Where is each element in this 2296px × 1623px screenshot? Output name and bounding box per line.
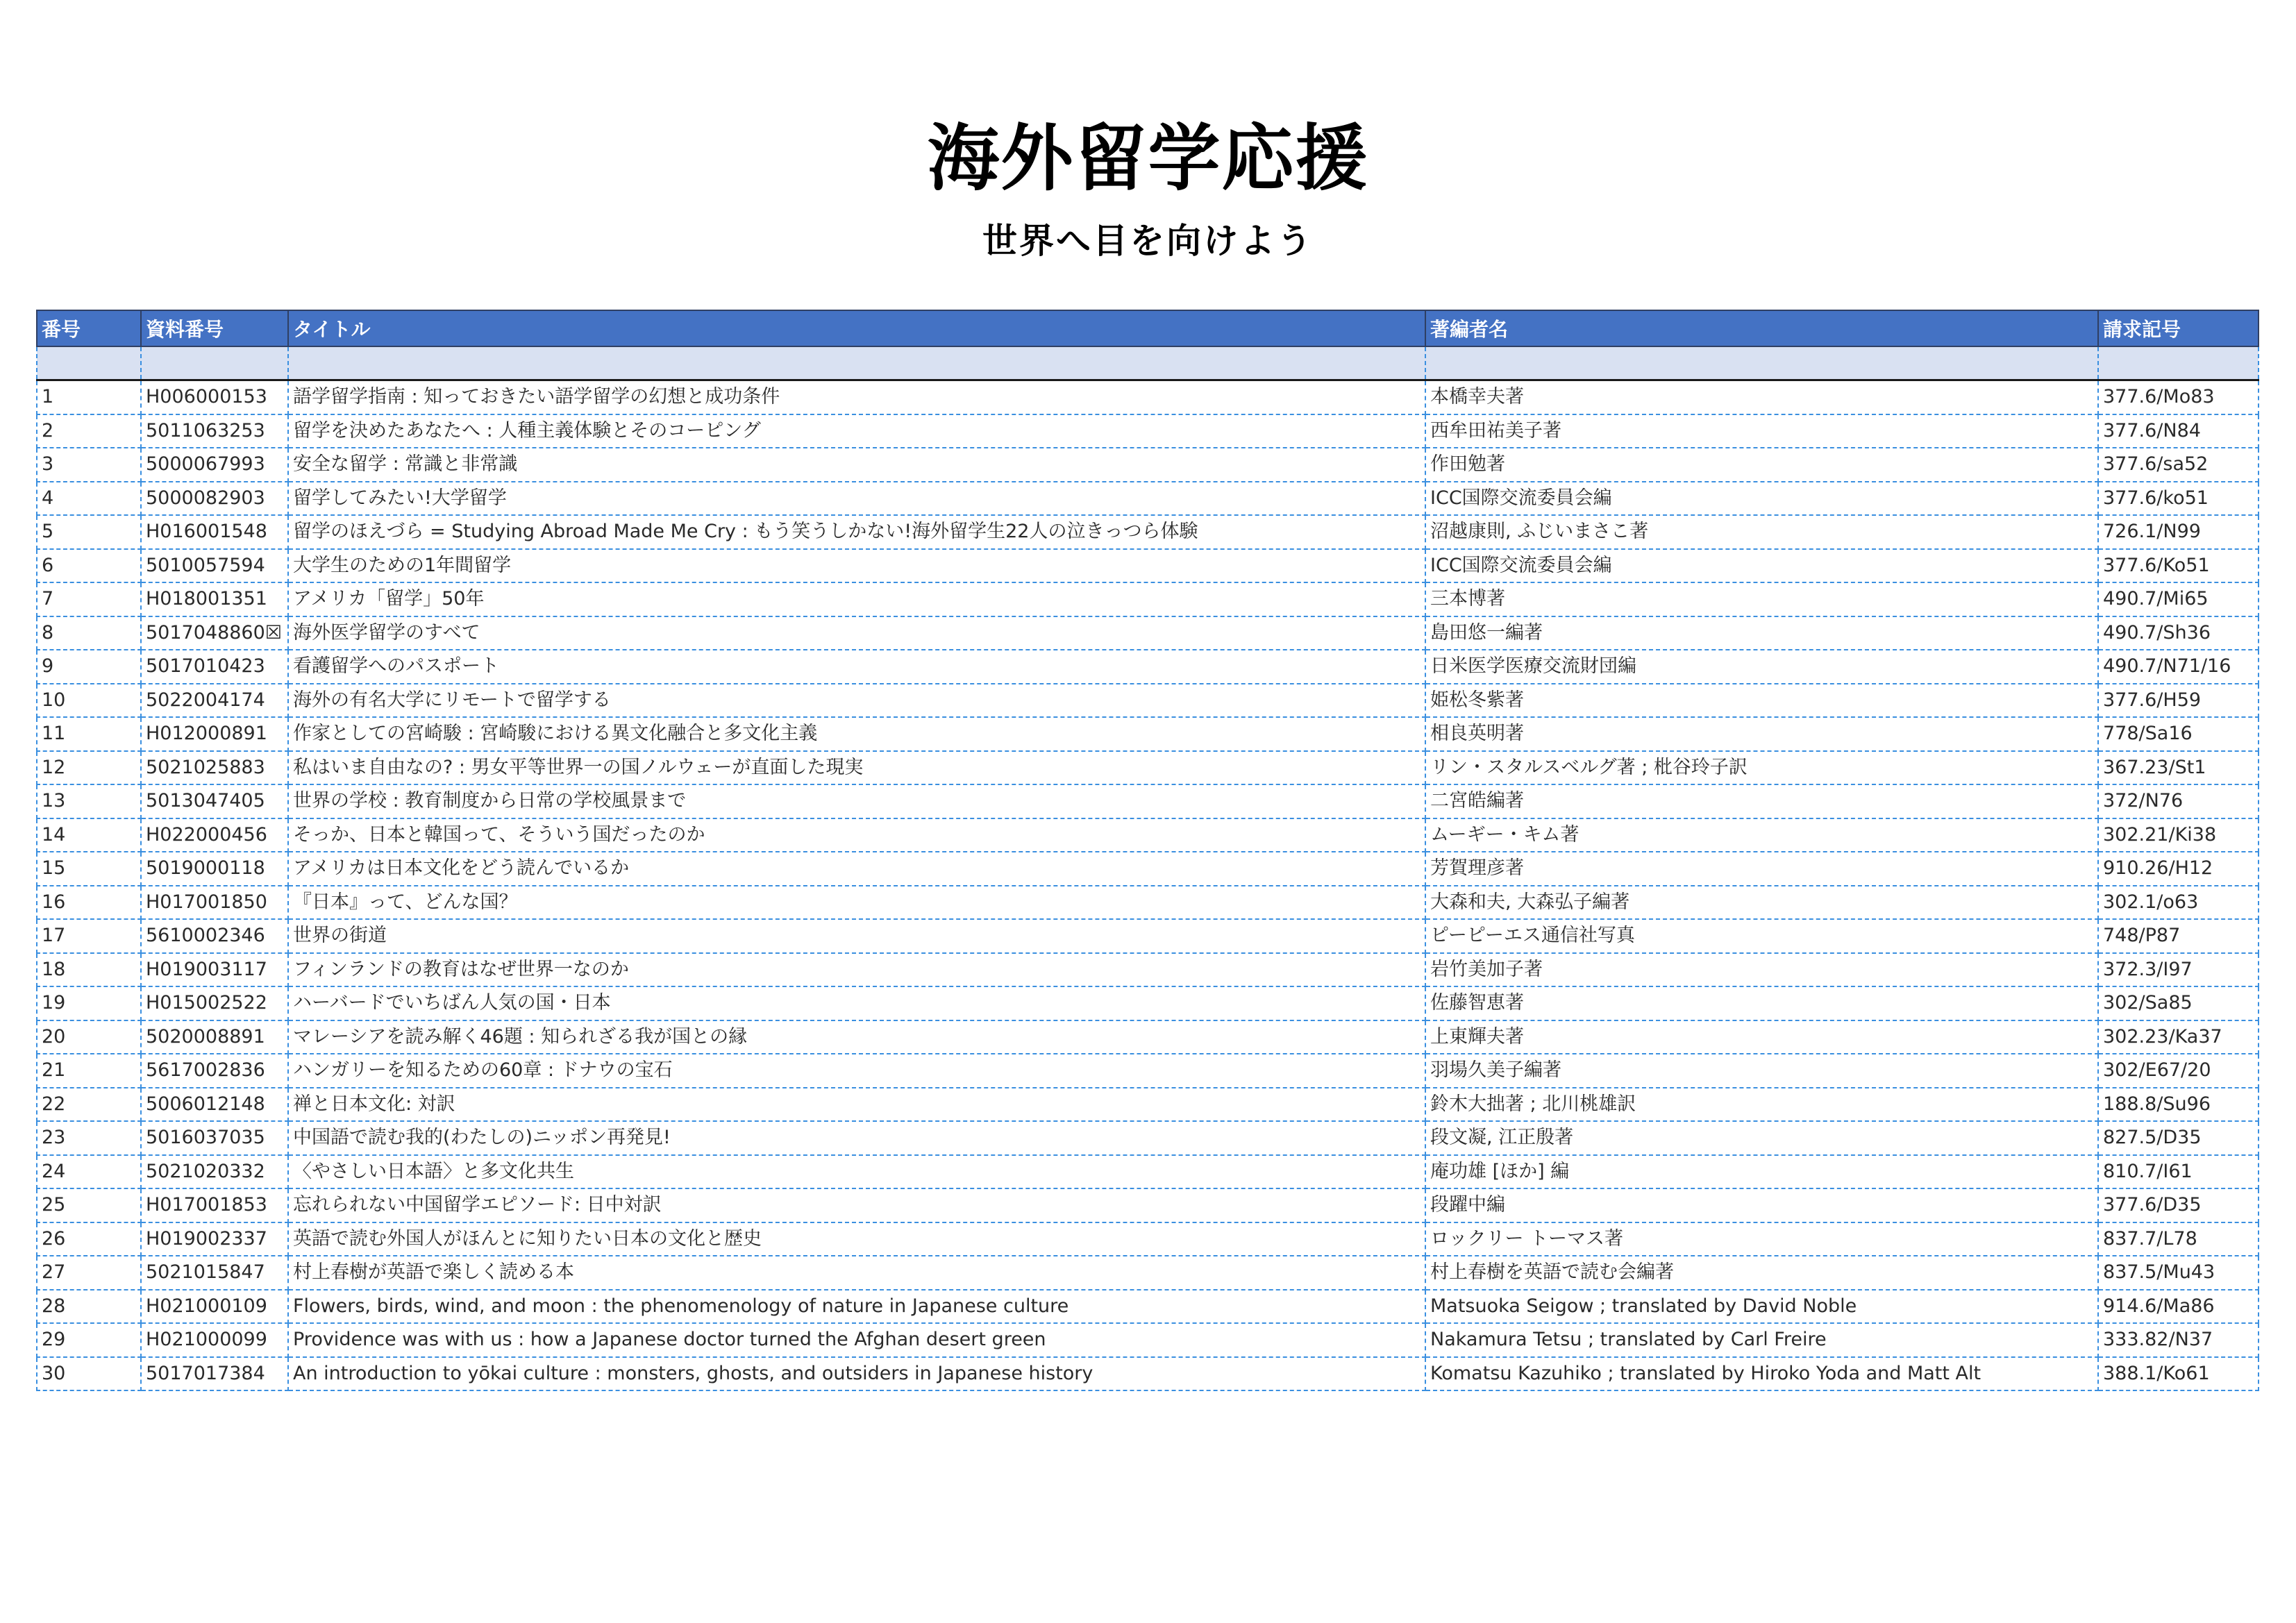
row-number-cell: 20 — [37, 1020, 141, 1054]
author-cell: Nakamura Tetsu ; translated by Carl Freire — [1425, 1323, 2098, 1357]
call-number-cell: 302/E67/20 — [2098, 1054, 2259, 1088]
filter-band-row — [37, 346, 2259, 380]
call-number-cell: 302/Sa85 — [2098, 986, 2259, 1020]
table-row — [37, 1088, 2259, 1122]
author-cell: 鈴木大拙著 ; 北川桃雄訳 — [1425, 1088, 2098, 1122]
author-cell: ICC国際交流委員会編 — [1425, 549, 2098, 583]
row-number-cell: 12 — [37, 751, 141, 785]
table-row — [37, 751, 2259, 785]
table-row — [37, 1121, 2259, 1155]
table-row — [37, 650, 2259, 684]
table-row — [37, 414, 2259, 448]
table-row — [37, 380, 2259, 414]
filter-band-cell — [288, 346, 1425, 380]
author-cell: 島田悠一編著 — [1425, 616, 2098, 650]
author-cell: ピーピーエス通信社写真 — [1425, 919, 2098, 953]
author-cell: 佐藤智恵著 — [1425, 986, 2098, 1020]
title-cell: 語学留学指南 : 知っておきたい語学留学の幻想と成功条件 — [288, 380, 1425, 414]
author-cell: 西牟田祐美子著 — [1425, 414, 2098, 448]
title-cell: 『日本』って、どんな国？ — [288, 886, 1425, 920]
author-cell: 沼越康則, ふじいまさこ著 — [1425, 515, 2098, 549]
row-number-cell: 6 — [37, 549, 141, 583]
author-cell: 本橋幸夫著 — [1425, 380, 2098, 414]
item-id-cell: H006000153 — [141, 380, 288, 414]
author-cell: 上東輝夫著 — [1425, 1020, 2098, 1054]
title-cell: 世界の街道 — [288, 919, 1425, 953]
author-cell: 二宮皓編著 — [1425, 784, 2098, 818]
table-row — [37, 784, 2259, 818]
row-number-cell: 24 — [37, 1155, 141, 1189]
table-row — [37, 886, 2259, 920]
author-cell: ロックリー トーマス著 — [1425, 1222, 2098, 1256]
title-cell: 〈やさしい日本語〉と多文化共生 — [288, 1155, 1425, 1189]
item-id-cell: 5000067993 — [141, 448, 288, 482]
table-row — [37, 1054, 2259, 1088]
table-header-row — [37, 310, 2259, 346]
table-row — [37, 1323, 2259, 1357]
author-cell: Matsuoka Seigow ; translated by David Noble — [1425, 1290, 2098, 1324]
call-number-cell: 302.23/Ka37 — [2098, 1020, 2259, 1054]
title-cell: 海外の有名大学にリモートで留学する — [288, 684, 1425, 718]
author-cell: 日米医学医療交流財団編 — [1425, 650, 2098, 684]
author-cell: 相良英明著 — [1425, 717, 2098, 751]
table-row — [37, 582, 2259, 616]
row-number-cell: 13 — [37, 784, 141, 818]
table-row — [37, 616, 2259, 650]
row-number-cell: 22 — [37, 1088, 141, 1122]
call-number-cell: 377.6/ko51 — [2098, 482, 2259, 516]
table-row — [37, 482, 2259, 516]
item-id-cell: 5016037035 — [141, 1121, 288, 1155]
table-row — [37, 953, 2259, 987]
call-number-cell: 377.6/D35 — [2098, 1188, 2259, 1222]
title-cell: そっか、日本と韓国って、そういう国だったのか — [288, 818, 1425, 852]
row-number-cell: 29 — [37, 1323, 141, 1357]
call-number-cell: 377.6/sa52 — [2098, 448, 2259, 482]
item-id-cell: H012000891 — [141, 717, 288, 751]
call-number-cell: 910.26/H12 — [2098, 852, 2259, 886]
title-cell: 作家としての宮崎駿 : 宮崎駿における異文化融合と多文化主義 — [288, 717, 1425, 751]
call-number-cell: 490.7/Mi65 — [2098, 582, 2259, 616]
filter-band-cell — [1425, 346, 2098, 380]
title-cell: 看護留学へのパスポート — [288, 650, 1425, 684]
row-number-cell: 23 — [37, 1121, 141, 1155]
title-cell: 禅と日本文化: 対訳 — [288, 1088, 1425, 1122]
filter-band-cell — [37, 346, 141, 380]
row-number-cell: 5 — [37, 515, 141, 549]
author-cell: 三本博著 — [1425, 582, 2098, 616]
item-id-cell: 5017048860☒ — [141, 616, 288, 650]
table-row — [37, 919, 2259, 953]
row-number-cell: 17 — [37, 919, 141, 953]
call-number-cell: 837.7/L78 — [2098, 1222, 2259, 1256]
title-cell: 留学のほえづら = Studying Abroad Made Me Cry : もう笑うしかない!海外留学生22人の泣きっつら体験 — [288, 515, 1425, 549]
title-cell: 忘れられない中国留学エピソード: 日中対訳 — [288, 1188, 1425, 1222]
title-cell: 世界の学校 : 教育制度から日常の学校風景まで — [288, 784, 1425, 818]
column-header-call-number: 請求記号 — [2098, 310, 2259, 346]
row-number-cell: 11 — [37, 717, 141, 751]
title-cell: アメリカは日本文化をどう読んでいるか — [288, 852, 1425, 886]
call-number-cell: 302.21/Ki38 — [2098, 818, 2259, 852]
call-number-cell: 372.3/I97 — [2098, 953, 2259, 987]
filter-band-cell — [141, 346, 288, 380]
table-row — [37, 986, 2259, 1020]
table-row — [37, 852, 2259, 886]
item-id-cell: H015002522 — [141, 986, 288, 1020]
call-number-cell: 726.1/N99 — [2098, 515, 2259, 549]
call-number-cell: 333.82/N37 — [2098, 1323, 2259, 1357]
book-list-table — [36, 310, 2259, 1391]
author-cell: ムーギー・キム著 — [1425, 818, 2098, 852]
row-number-cell: 2 — [37, 414, 141, 448]
author-cell: 段躍中編 — [1425, 1188, 2098, 1222]
title-cell: ハーバードでいちばん人気の国・日本 — [288, 986, 1425, 1020]
item-id-cell: 5020008891 — [141, 1020, 288, 1054]
call-number-cell: 188.8/Su96 — [2098, 1088, 2259, 1122]
title-cell: マレーシアを読み解く46題 : 知られざる我が国との縁 — [288, 1020, 1425, 1054]
item-id-cell: 5013047405 — [141, 784, 288, 818]
title-cell: 中国語で読む我的(わたしの)ニッポン再発見! — [288, 1121, 1425, 1155]
item-id-cell: 5019000118 — [141, 852, 288, 886]
call-number-cell: 388.1/Ko61 — [2098, 1357, 2259, 1391]
author-cell: 岩竹美加子著 — [1425, 953, 2098, 987]
title-cell: 私はいま自由なの? : 男女平等世界一の国ノルウェーが直面した現実 — [288, 751, 1425, 785]
table-row — [37, 1222, 2259, 1256]
row-number-cell: 1 — [37, 380, 141, 414]
call-number-cell: 377.6/H59 — [2098, 684, 2259, 718]
title-cell: 留学してみたい!大学留学 — [288, 482, 1425, 516]
author-cell: 庵功雄 [ほか] 編 — [1425, 1155, 2098, 1189]
row-number-cell: 21 — [37, 1054, 141, 1088]
call-number-cell: 914.6/Ma86 — [2098, 1290, 2259, 1324]
title-cell: 留学を決めたあなたへ : 人種主義体験とそのコーピング — [288, 414, 1425, 448]
item-id-cell: 5610002346 — [141, 919, 288, 953]
table-row — [37, 717, 2259, 751]
item-id-cell: 5017017384 — [141, 1357, 288, 1391]
item-id-cell: H017001853 — [141, 1188, 288, 1222]
row-number-cell: 16 — [37, 886, 141, 920]
call-number-cell: 302.1/o63 — [2098, 886, 2259, 920]
item-id-cell: H017001850 — [141, 886, 288, 920]
table-row — [37, 1020, 2259, 1054]
call-number-cell: 377.6/Ko51 — [2098, 549, 2259, 583]
table-row — [37, 684, 2259, 718]
call-number-cell: 810.7/I61 — [2098, 1155, 2259, 1189]
title-cell: Flowers, birds, wind, and moon : the phenomenology of nature in Japanese culture — [288, 1290, 1425, 1324]
item-id-cell: 5000082903 — [141, 482, 288, 516]
row-number-cell: 15 — [37, 852, 141, 886]
title-cell: 村上春樹が英語で楽しく読める本 — [288, 1256, 1425, 1290]
author-cell: 羽場久美子編著 — [1425, 1054, 2098, 1088]
item-id-cell: 5017010423 — [141, 650, 288, 684]
item-id-cell: 5617002836 — [141, 1054, 288, 1088]
page-subtitle: 世界へ目を向けよう — [982, 221, 1314, 261]
item-id-cell: 5011063253 — [141, 414, 288, 448]
item-id-cell: H021000099 — [141, 1323, 288, 1357]
table-row — [37, 1188, 2259, 1222]
call-number-cell: 490.7/Sh36 — [2098, 616, 2259, 650]
item-id-cell: H022000456 — [141, 818, 288, 852]
call-number-cell: 377.6/Mo83 — [2098, 380, 2259, 414]
author-cell: Komatsu Kazuhiko ; translated by Hiroko Yoda and Matt Alt — [1425, 1357, 2098, 1391]
author-cell: 作田勉著 — [1425, 448, 2098, 482]
author-cell: 大森和夫, 大森弘子編著 — [1425, 886, 2098, 920]
table-row — [37, 549, 2259, 583]
filter-band-cell — [2098, 346, 2259, 380]
row-number-cell: 8 — [37, 616, 141, 650]
item-id-cell: H016001548 — [141, 515, 288, 549]
row-number-cell: 4 — [37, 482, 141, 516]
column-header-title: タイトル — [288, 310, 1425, 346]
call-number-cell: 377.6/N84 — [2098, 414, 2259, 448]
row-number-cell: 26 — [37, 1222, 141, 1256]
page-title: 海外留学応援 — [927, 116, 1369, 201]
column-header-item-id: 資料番号 — [141, 310, 288, 346]
item-id-cell: 5021025883 — [141, 751, 288, 785]
row-number-cell: 7 — [37, 582, 141, 616]
item-id-cell: H021000109 — [141, 1290, 288, 1324]
title-cell: 安全な留学 : 常識と非常識 — [288, 448, 1425, 482]
call-number-cell: 367.23/St1 — [2098, 751, 2259, 785]
item-id-cell: 5022004174 — [141, 684, 288, 718]
row-number-cell: 28 — [37, 1290, 141, 1324]
author-cell: リン・スタルスベルグ著 ; 枇谷玲子訳 — [1425, 751, 2098, 785]
author-cell: 芳賀理彦著 — [1425, 852, 2098, 886]
title-cell: Providence was with us : how a Japanese doctor turned the Afghan desert green — [288, 1323, 1425, 1357]
column-header-number: 番号 — [37, 310, 141, 346]
item-id-cell: H018001351 — [141, 582, 288, 616]
title-cell: An introduction to yōkai culture : monsters, ghosts, and outsiders in Japanese history — [288, 1357, 1425, 1391]
item-id-cell: 5021020332 — [141, 1155, 288, 1189]
item-id-cell: H019002337 — [141, 1222, 288, 1256]
title-cell: アメリカ「留学」50年 — [288, 582, 1425, 616]
row-number-cell: 9 — [37, 650, 141, 684]
table-row — [37, 515, 2259, 549]
row-number-cell: 19 — [37, 986, 141, 1020]
item-id-cell: H019003117 — [141, 953, 288, 987]
row-number-cell: 3 — [37, 448, 141, 482]
call-number-cell: 490.7/N71/16 — [2098, 650, 2259, 684]
author-cell: 段文凝, 江正殷著 — [1425, 1121, 2098, 1155]
call-number-cell: 372/N76 — [2098, 784, 2259, 818]
table-row — [37, 1290, 2259, 1324]
table-row — [37, 818, 2259, 852]
item-id-cell: 5021015847 — [141, 1256, 288, 1290]
title-cell: フィンランドの教育はなぜ世界一なのか — [288, 953, 1425, 987]
title-cell: 大学生のための1年間留学 — [288, 549, 1425, 583]
row-number-cell: 25 — [37, 1188, 141, 1222]
row-number-cell: 30 — [37, 1357, 141, 1391]
row-number-cell: 27 — [37, 1256, 141, 1290]
call-number-cell: 837.5/Mu43 — [2098, 1256, 2259, 1290]
table-row — [37, 1357, 2259, 1391]
author-cell: ICC国際交流委員会編 — [1425, 482, 2098, 516]
table-row — [37, 1256, 2259, 1290]
title-cell: 海外医学留学のすべて — [288, 616, 1425, 650]
title-cell: ハンガリーを知るための60章 : ドナウの宝石 — [288, 1054, 1425, 1088]
author-cell: 姫松冬紫著 — [1425, 684, 2098, 718]
item-id-cell: 5006012148 — [141, 1088, 288, 1122]
table-row — [37, 448, 2259, 482]
row-number-cell: 18 — [37, 953, 141, 987]
row-number-cell: 10 — [37, 684, 141, 718]
call-number-cell: 748/P87 — [2098, 919, 2259, 953]
author-cell: 村上春樹を英語で読む会編著 — [1425, 1256, 2098, 1290]
row-number-cell: 14 — [37, 818, 141, 852]
title-cell: 英語で読む外国人がほんとに知りたい日本の文化と歴史 — [288, 1222, 1425, 1256]
item-id-cell: 5010057594 — [141, 549, 288, 583]
table-body — [37, 380, 2259, 1391]
call-number-cell: 778/Sa16 — [2098, 717, 2259, 751]
table-row — [37, 1155, 2259, 1189]
column-header-author: 著編者名 — [1425, 310, 2098, 346]
call-number-cell: 827.5/D35 — [2098, 1121, 2259, 1155]
